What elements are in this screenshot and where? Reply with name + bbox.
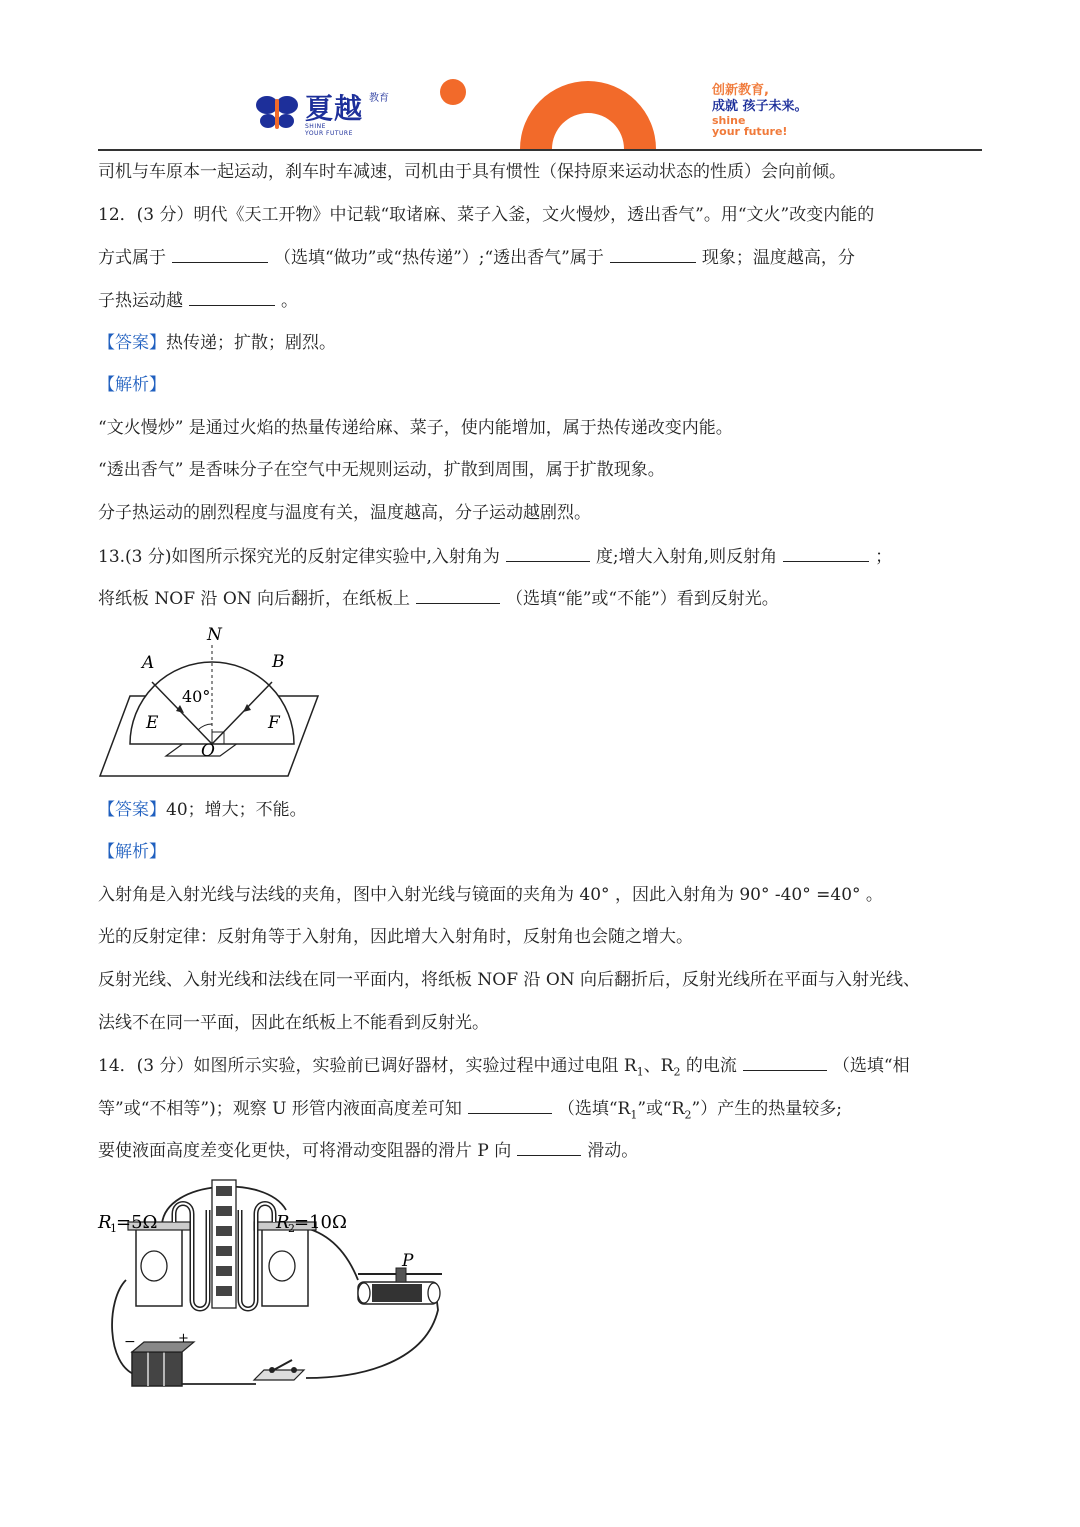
q14-text: （选填“相	[832, 1056, 910, 1076]
q14-text: 要使液面高度差变化更快，可将滑动变阻器的滑片 P 向	[98, 1141, 512, 1161]
battery-body	[132, 1352, 182, 1386]
wire-switch-rheostat	[306, 1294, 438, 1378]
analysis-tag: 【解析】	[98, 842, 166, 862]
label-p: P	[402, 1251, 414, 1271]
label-a: A	[142, 653, 155, 673]
q13-blank-3[interactable]	[416, 587, 500, 604]
scale-mark	[216, 1246, 232, 1256]
q14-sub: 1	[630, 1108, 638, 1122]
q13-analysis-line: 光的反射定律：反射角等于入射角，因此增大入射角时，反射角也会随之增大。	[98, 927, 693, 947]
q12-answer	[98, 332, 982, 354]
brand-suffix: 教育	[369, 93, 389, 104]
rheostat-coil	[372, 1284, 422, 1302]
q12-text: 。	[281, 291, 298, 311]
brand-english-line2: YOUR FUTURE	[305, 130, 353, 137]
label-r2: R	[276, 1212, 290, 1233]
slogan-line2: 成就 孩子未来。	[712, 99, 808, 114]
sun-dot-icon	[440, 79, 466, 105]
switch-contact	[291, 1367, 297, 1373]
label-angle: 40°	[182, 687, 211, 706]
q13-blank-2[interactable]	[783, 545, 869, 562]
q12-text: 现象；温度越高，分	[701, 248, 855, 268]
scale-mark	[216, 1186, 232, 1196]
analysis-tag: 【解析】	[98, 375, 166, 395]
scale-mark	[216, 1226, 232, 1236]
q14-text: ”）产生的热量较多;	[691, 1099, 842, 1119]
q13-blank-1[interactable]	[506, 545, 590, 562]
label-r2-value: =10Ω	[294, 1212, 347, 1233]
switch-pivot	[269, 1367, 275, 1373]
q14-line1	[98, 1054, 982, 1083]
label-b: B	[272, 652, 285, 672]
label-e: E	[146, 713, 159, 733]
slogan	[712, 83, 852, 137]
label-r1: R	[98, 1212, 112, 1233]
q12-text: 方式属于	[98, 248, 166, 268]
q13-analysis-tag	[98, 841, 982, 863]
q14-line2	[98, 1097, 982, 1126]
brand-english-line1: SHINE	[305, 123, 326, 130]
q14-blank-3[interactable]	[517, 1139, 581, 1156]
answer-text: 热传递；扩散；剧烈。	[166, 333, 336, 353]
q12-line1: 12．(3 分）明代《天工开物》中记载“取诸麻、菜子入釜，文火慢炒，透出香气”。用“文火”改变内能的	[98, 205, 875, 225]
slogan-line4: your future!	[712, 125, 788, 138]
q12-text: （选填“做功”或“热传递”）;“透出香气”属于	[274, 248, 604, 268]
brand-name: 夏越	[305, 92, 364, 125]
q13-line2	[98, 587, 982, 610]
q12-blank-3[interactable]	[189, 289, 275, 306]
label-o: O	[201, 741, 215, 761]
slogan-line3: shine	[712, 114, 746, 127]
slogan-line1: 创新教育,	[712, 83, 769, 98]
intro-line: 司机与车原本一起运动，刹车时车减速，司机由于具有惯性（保持原来运动状态的性质）会向前倾。	[98, 162, 846, 182]
q12-blank-1[interactable]	[172, 246, 268, 263]
label-minus: −	[124, 1334, 136, 1350]
q14-sub: 2	[684, 1108, 692, 1122]
q14-sub: 2	[673, 1065, 681, 1079]
q14-blank-2[interactable]	[468, 1097, 552, 1114]
q12-blank-2[interactable]	[610, 246, 696, 263]
page-header	[98, 75, 982, 151]
q12-analysis-tag	[98, 374, 982, 396]
q13-text: （选填“能”或“不能”）看到反射光。	[506, 589, 779, 609]
circuit-diagram	[96, 1170, 456, 1396]
q13-line1	[98, 545, 982, 568]
q14-text: ”或“R	[637, 1099, 685, 1119]
label-n: N	[207, 625, 222, 645]
right-bulb	[269, 1251, 295, 1281]
scale-mark	[216, 1286, 232, 1296]
q14-text: 、R	[643, 1056, 674, 1076]
q14-text: 14．(3 分）如图所示实验，实验前已调好器材，实验过程中通过电阻 R	[98, 1056, 637, 1076]
answer-tag: 【答案】	[98, 333, 166, 353]
label-r1-sub: 1	[110, 1222, 117, 1235]
scale-mark	[216, 1206, 232, 1216]
q13-text: 13.(3 分)如图所示探究光的反射定律实验中,入射角为	[98, 547, 500, 567]
reflection-diagram	[96, 622, 336, 782]
label-r1-value: =5Ω	[116, 1212, 158, 1233]
q12-line2	[98, 246, 982, 269]
q14-line3	[98, 1139, 982, 1162]
q14-sub: 1	[636, 1065, 644, 1079]
q12-analysis-line: “透出香气” 是香味分子在空气中无规则运动，扩散到周围，属于扩散现象。	[98, 460, 665, 480]
q12-analysis-line: 分子热运动的剧烈程度与温度有关，温度越高，分子运动越剧烈。	[98, 503, 591, 523]
q14-text: （选填“R	[557, 1099, 631, 1119]
q13-analysis-line: 反射光线、入射光线和法线在同一平面内，将纸板 NOF 沿 ON 向后翻折后，反射光线所在平面与入射光线、	[98, 970, 921, 990]
label-plus: +	[178, 1331, 189, 1346]
answer-text: 40；增大；不能。	[166, 800, 307, 820]
scale-mark	[216, 1266, 232, 1276]
header-divider	[98, 149, 982, 151]
label-f: F	[268, 713, 280, 733]
q12-text: 子热运动越	[98, 291, 183, 311]
rheostat-end-right	[428, 1283, 440, 1303]
arc-graphic-icon	[520, 81, 656, 149]
q14-blank-1[interactable]	[743, 1054, 827, 1071]
q13-analysis-line: 入射角是入射光线与法线的夹角，图中入射光线与镜面的夹角为 40° ，因此入射角为 90° -40° =40° 。	[98, 885, 883, 905]
q14-text: 等”或“不相等”)；观察 U 形管内液面高度差可知	[98, 1099, 462, 1119]
q12-line3	[98, 289, 982, 312]
q14-text: 滑动。	[587, 1141, 639, 1161]
q13-text: 度;增大入射角,则反射角	[595, 547, 778, 567]
left-bulb	[141, 1251, 167, 1281]
q13-analysis-line: 法线不在同一平面，因此在纸板上不能看到反射光。	[98, 1013, 489, 1033]
label-r2-sub: 2	[288, 1222, 295, 1235]
q12-analysis-line: “文火慢炒” 是通过火焰的热量传递给麻、菜子，使内能增加，属于热传递改变内能。	[98, 418, 733, 438]
q13-answer	[98, 799, 982, 821]
rheostat-end-left	[358, 1283, 370, 1303]
answer-tag: 【答案】	[98, 800, 166, 820]
q13-text: ；	[875, 547, 893, 567]
q14-text: 的电流	[680, 1056, 737, 1076]
q13-text: 将纸板 NOF 沿 ON 向后翻折，在纸板上	[98, 589, 411, 609]
